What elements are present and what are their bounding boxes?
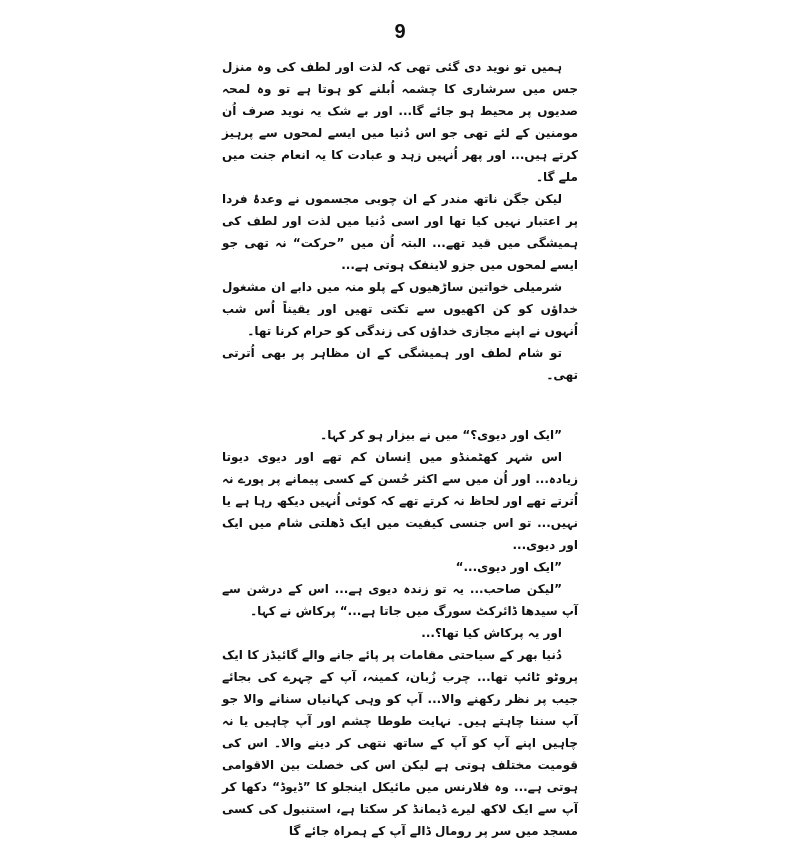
page-number: 9	[394, 21, 406, 43]
paragraph: ”ایک اور دیوی...“	[455, 560, 562, 574]
paragraph: ”ایک اور دیوی؟“ میں نے بیزار ہو کر کہا۔	[320, 428, 562, 442]
paragraph: ہمیں تو نوید دی گئی تھی کہ لذت اور لطف کی وہ منزل جس میں سرشاری کا چشمہ اُبلنے کو ہوتا ہے تو وہ لمحہ صدیوں پر محیط ہو جائے گا... اور بے شک یہ نوید صرف اُن مومنین کے لئے تھی جو اس دُنیا میں ایسے لمحوں سے پرہیز کرتے ہیں... اور پھر اُنہیں زہد و عبادت کا یہ انعام جنت میں ملے گا۔	[222, 60, 578, 184]
paragraph: ”لیکن صاحب... یہ تو زندہ دیوی ہے... اس کے درشن سے آپ سیدھا ڈائرکٹ سورگ میں جاتا ہے...“ پرکاش نے کہا۔	[222, 582, 578, 618]
page-text	[222, 56, 578, 842]
paragraph: دُنیا بھر کے سیاحتی مقامات پر پائے جانے والے گائیڈز کا ایک پروٹو ٹائپ تھا... چرب زُبان، کمینہ، آپ کے چہرے کی بجائے جیب پر نظر رکھنے والا... آپ کو وہی کہانیاں سنانے والا جو آپ سننا چاہتے ہیں۔ نہایت طوطا چشم اور آپ چاہیں یا نہ چاہیں اپنے آپ کو آپ کے ساتھ نتھی کر دینے والا۔ اس کی قومیت مختلف ہوتی ہے لیکن اس کی خصلت بین الاقوامی ہوتی ہے... وہ فلارنس میں مائیکل اینجلو کا ”ڈیوڈ“ دکھا کر آپ سے ایک لاکھ لیرے ڈیمانڈ کر سکتا ہے، استنبول کی کسی مسجد میں سر پر رومال ڈالے آپ کے ہمراہ جائے گا	[222, 648, 578, 838]
paragraph: اس شہر کھٹمنڈو میں اِنسان کم تھے اور دیوی دیوتا زیادہ... اور اُن میں سے اکثر حُسن کے کسی پیمانے پر پورے نہ اُترتے تھے اور لحاظ نہ کرتے تھے کہ کوئی اُنہیں دیکھ رہا ہے یا نہیں... تو اس جنسی کیفیت میں ایک ڈھلتی شام میں ایک اور دیوی...	[222, 450, 578, 552]
paragraph: اور یہ پرکاش کیا تھا؟...	[421, 626, 562, 640]
paragraph: لیکن جگن ناتھ مندر کے ان چوبی مجسموں نے وعدۂ فردا پر اعتبار نہیں کیا تھا اور اسی دُنیا میں لذت اور لطف کی ہمیشگی میں قید تھے... البتہ اُن میں ”حرکت“ نہ تھی جو ایسے لمحوں میں جزو لاینفک ہوتی ہے...	[222, 192, 578, 272]
section-break	[222, 386, 578, 424]
paragraph: شرمیلی خواتین ساڑھیوں کے پلو منہ میں دابے ان مشغول خداؤں کو کن اکھیوں سے تکتی تھیں اور یقیناً اُس شب اُنہوں نے اپنے مجازی خداؤں کی زندگی کو حرام کرنا تھا۔	[222, 280, 578, 338]
paragraph: تو شام لطف اور ہمیشگی کے ان مظاہر پر بھی اُترتی تھی۔	[222, 346, 578, 382]
